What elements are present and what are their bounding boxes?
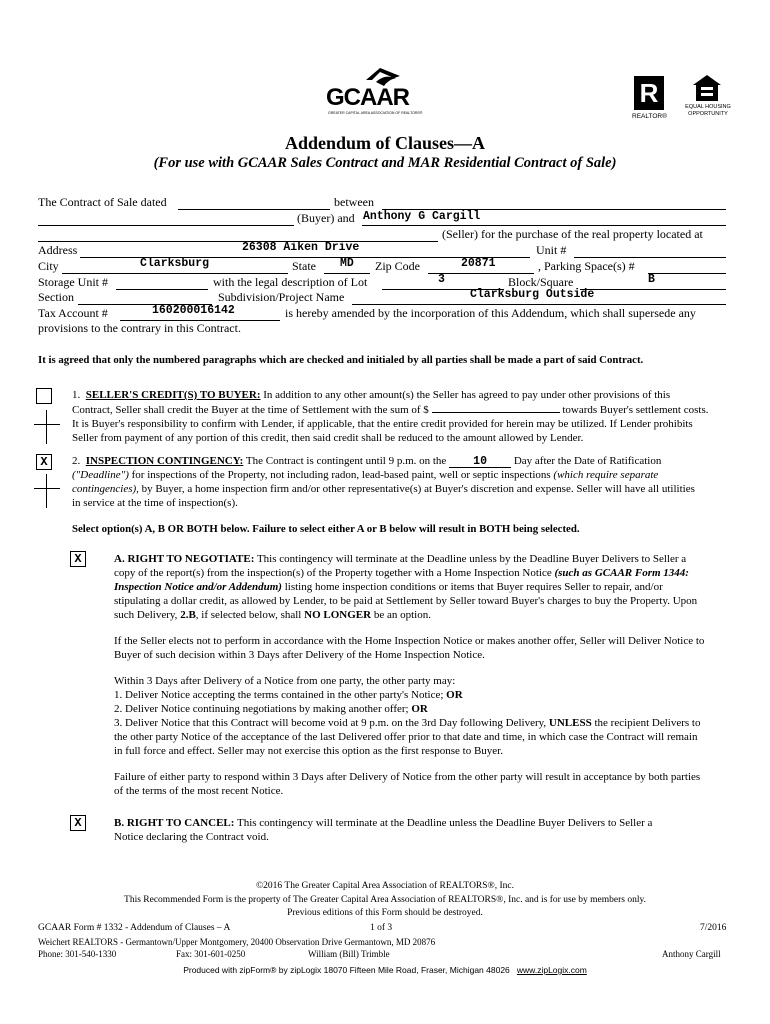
clause2-text-d: by Buyer, a home inspection firm and/or other representative(s) at Buyer's discretion and expense. Seller will have all utilities bbox=[141, 483, 695, 495]
footer-copyright: ©2016 The Greater Capital Area Association of REALTORS®, Inc. bbox=[255, 881, 515, 891]
amended-text-2: provisions to the contrary in this Contract. bbox=[38, 321, 241, 335]
option-a-line2b: (such as GCAAR Form 1344: bbox=[554, 567, 689, 579]
state-label: State bbox=[292, 259, 316, 273]
unit-label: Unit # bbox=[536, 243, 567, 257]
clause1-text-e: Seller from payment of any portion of this credit, then said credit shall be reduced to the amount allowed by Lender. bbox=[72, 432, 584, 444]
contract-dated-field[interactable] bbox=[178, 209, 330, 210]
option-a-p2-line2: Buyer of such decision within 3 Days after Delivery of the Home Inspection Notice. bbox=[114, 649, 485, 661]
option-a-heading: A. RIGHT TO NEGOTIATE: bbox=[114, 553, 255, 565]
clause2-days-value: 10 bbox=[473, 455, 487, 468]
gcaar-logo-subtext: GREATER CAPITAL AREA ASSOCIATION OF REALTORS® bbox=[328, 111, 423, 115]
clause2-days-field[interactable] bbox=[449, 456, 511, 468]
gcaar-logo bbox=[318, 62, 428, 120]
state-value: MD bbox=[340, 257, 354, 270]
ziplogix-link[interactable]: www.zipLogix.com bbox=[516, 965, 587, 975]
tax-account-value: 160200016142 bbox=[152, 304, 235, 317]
realtor-logo-text: REALTOR® bbox=[632, 113, 667, 120]
page-subtitle: (For use with GCAAR Sales Contract and MAR Residential Contract of Sale) bbox=[153, 155, 617, 171]
state-field[interactable] bbox=[324, 273, 370, 274]
subdivision-label: Subdivision/Project Name bbox=[218, 290, 345, 304]
clause1-initial-mark[interactable] bbox=[46, 410, 47, 444]
option-b-heading: B. RIGHT TO CANCEL: bbox=[114, 817, 235, 829]
clause1-text-d: It is Buyer's responsibility to confirm with Lender, if applicable, that the entire credit provided for herein may be utilized. If Lender prohibits bbox=[72, 418, 693, 430]
city-field[interactable] bbox=[62, 273, 288, 274]
block-label: Block/Square bbox=[508, 275, 574, 289]
tax-account-label: Tax Account # bbox=[38, 306, 108, 320]
storage-field[interactable] bbox=[116, 289, 208, 290]
clause1-text-a: In addition to any other amount(s) the Seller has agreed to pay under other provisions of this bbox=[263, 389, 671, 401]
option-a-line5d: NO LONGER bbox=[304, 609, 372, 621]
clause2-number: 2. bbox=[72, 455, 81, 467]
option-a-p3-line5: the other party Notice of the acceptance of the last Delivered offer prior to that date and time, in which case the Contract will remain bbox=[114, 731, 698, 743]
clause1-text bbox=[72, 388, 726, 445]
footer-fax: Fax: 301-601-0250 bbox=[176, 949, 246, 959]
option-a-p3-line3: 2. Deliver Notice continuing negotiations by making another offer; bbox=[114, 703, 409, 715]
storage-label: Storage Unit # bbox=[38, 275, 108, 289]
clause2-checkbox[interactable]: X bbox=[36, 454, 52, 470]
option-a-line5e: be an option. bbox=[373, 609, 431, 621]
option-a-line2a: copy of the report(s) from the inspection(s) of the Property together with a Home Inspection Notice bbox=[114, 567, 552, 579]
option-a-p2-line1: If the Seller elects not to perform in accordance with the Home Inspection Notice or makes another offer, Seller will Deliver Notice to bbox=[114, 635, 705, 647]
clause2-text-d-italic: contingencies), bbox=[72, 483, 139, 495]
clause2-deadline-term: ("Deadline") bbox=[72, 469, 129, 481]
address-value: 26308 Aiken Drive bbox=[242, 241, 360, 254]
footer-produced-text: Produced with zipForm® by zipLogix 18070 Fifteen Mile Road, Fraser, Michigan 48026 bbox=[183, 965, 510, 975]
option-b-line2: Notice declaring the Contract void. bbox=[114, 831, 269, 843]
clause2-text bbox=[72, 454, 726, 510]
option-a-line1: This contingency will terminate at the Deadline unless by the Deadline Buyer Delivers to Seller a bbox=[256, 553, 687, 565]
legal-desc-label: with the legal description of Lot bbox=[213, 275, 368, 289]
block-field[interactable] bbox=[580, 289, 726, 290]
clause1-number: 1. bbox=[72, 389, 81, 401]
option-a-checkbox[interactable]: X bbox=[70, 551, 86, 567]
clause2-initial-line bbox=[34, 488, 60, 489]
option-a-text bbox=[114, 552, 726, 798]
option-a-p3-line1: Within 3 Days after Delivery of a Notice from one party, the other party may: bbox=[114, 675, 456, 687]
clause2-initial-mark[interactable] bbox=[46, 474, 47, 508]
option-b-checkbox[interactable]: X bbox=[70, 815, 86, 831]
option-a-p4-line2: of the terms of the most recent Notice. bbox=[114, 785, 284, 797]
clause2-text-a: The Contract is contingent until 9 p.m. on the bbox=[245, 455, 447, 467]
parking-field[interactable] bbox=[648, 273, 726, 274]
realtor-logo bbox=[634, 76, 668, 122]
city-value: Clarksburg bbox=[140, 257, 210, 270]
option-a-p3-or-1: OR bbox=[446, 689, 463, 701]
footer-client: Anthony Cargill bbox=[662, 949, 721, 959]
block-value: B bbox=[648, 273, 655, 286]
clause1-credit-field[interactable] bbox=[432, 402, 560, 413]
footer-agent: William (Bill) Trimble bbox=[308, 949, 390, 959]
buyer-name-value: Anthony G Cargill bbox=[363, 210, 481, 223]
equal-housing-text: EQUAL HOUSING OPPORTUNITY bbox=[685, 104, 731, 117]
seller-label: (Seller) for the purchase of the real property located at bbox=[442, 227, 703, 241]
footer-form-id: GCAAR Form # 1332 - Addendum of Clauses – A bbox=[38, 923, 231, 933]
option-a-p3-unless: UNLESS bbox=[548, 717, 592, 729]
option-a-line5b: 2.B bbox=[180, 609, 196, 621]
clause2-text-b: Day after the Date of Ratification bbox=[513, 455, 662, 467]
seller-name-field-3[interactable] bbox=[38, 241, 438, 242]
option-a-p3-line2: 1. Deliver Notice accepting the terms contained in the other party's Notice; bbox=[114, 689, 444, 701]
option-b-line1: This contingency will terminate at the Deadline unless the Deadline Buyer Delivers to Seller a bbox=[236, 817, 653, 829]
clause1-text-c: towards Buyer's settlement costs. bbox=[562, 404, 709, 416]
option-a-line3b: listing home inspection conditions or items that Buyer requires Seller to repair, and/or bbox=[284, 581, 663, 593]
between-label: between bbox=[334, 195, 374, 209]
seller-name-field-2[interactable] bbox=[38, 225, 294, 226]
option-a-p3-or-2: OR bbox=[411, 703, 428, 715]
city-label: City bbox=[38, 259, 59, 273]
option-a-line5c: , if selected below, shall bbox=[195, 609, 302, 621]
clause1-checkbox[interactable] bbox=[36, 388, 52, 404]
footer-brokerage: Weichert REALTORS - Germantown/Upper Montgomery, 20400 Observation Drive Germantown, MD 20876 bbox=[38, 937, 436, 947]
option-a-line3a: Inspection Notice and/or Addendum) bbox=[114, 581, 282, 593]
amended-text: is hereby amended by the incorporation of this Addendum, which shall supersede any bbox=[285, 306, 696, 320]
clause1-heading: SELLER'S CREDIT(S) TO BUYER: bbox=[85, 389, 261, 401]
footer-produced bbox=[0, 965, 770, 975]
lot-value: 3 bbox=[438, 273, 445, 286]
option-a-line5a: such Delivery, bbox=[114, 609, 178, 621]
section-label: Section bbox=[38, 290, 74, 304]
zip-label: Zip Code bbox=[375, 259, 420, 273]
page-title: Addendum of Clauses—A bbox=[284, 133, 486, 153]
option-a-line4: stipulating a dollar credit, as allowed by Lender, to be paid at Settlement by Seller toward Buyer's charges to buy the Property. Upon bbox=[114, 595, 698, 607]
address-label: Address bbox=[38, 243, 78, 257]
equal-housing-logo bbox=[684, 74, 732, 120]
subdivision-field[interactable] bbox=[352, 304, 726, 305]
gcaar-logo-text: GCAAR bbox=[326, 84, 409, 111]
clause1-initial-line bbox=[34, 424, 60, 425]
footer-phone: Phone: 301-540-1330 bbox=[38, 949, 117, 959]
agreement-note: It is agreed that only the numbered paragraphs which are checked and initialed by all parties shall be made a part of said Contract. bbox=[38, 354, 644, 366]
footer-property-line: This Recommended Form is the property of The Greater Capital Area Association of REALTORS®, Inc. and is for use by members only. bbox=[124, 895, 646, 905]
footer-previous-line: Previous editions of this Form should be destroyed. bbox=[287, 908, 483, 918]
option-a-p4-line1: Failure of either party to respond within 3 Days after Delivery of Notice from the other party will result in acceptance by both parties bbox=[114, 771, 701, 783]
option-a-p3-line6: in full force and effect. Seller may not exercise this option as the first response to Buyer. bbox=[114, 745, 503, 757]
buyer-name-field[interactable] bbox=[362, 225, 726, 226]
clause2-text-c: for inspections of the Property, not including radon, lead-based paint, well or septic inspections bbox=[131, 469, 551, 481]
clause2-text-c-italic: (which require separate bbox=[553, 469, 659, 481]
select-options-note: Select option(s) A, B OR BOTH below. Failure to select either A or B below will result in BOTH being selected. bbox=[72, 523, 580, 535]
zip-value: 20871 bbox=[461, 257, 496, 270]
option-a-p3-line4b: the recipient Delivers to bbox=[594, 717, 701, 729]
footer-date: 7/2016 bbox=[700, 923, 727, 933]
footer-page-number: 1 of 3 bbox=[370, 923, 393, 933]
buyer-label: (Buyer) and bbox=[297, 211, 355, 225]
option-b-text bbox=[114, 816, 726, 844]
equal-housing-icon bbox=[692, 74, 722, 102]
subdivision-value: Clarksburg Outside bbox=[470, 288, 595, 301]
clause2-heading: INSPECTION CONTINGENCY: bbox=[85, 455, 244, 467]
clause1-text-b: Contract, Seller shall credit the Buyer at the time of Settlement with the sum of $ bbox=[72, 404, 429, 416]
realtor-r-icon: R bbox=[634, 76, 664, 110]
option-a-p3-line4: 3. Deliver Notice that this Contract will become void at 9 p.m. on the 3rd Day following Delivery, bbox=[114, 717, 547, 729]
parking-label: , Parking Space(s) # bbox=[538, 259, 635, 273]
unit-field[interactable] bbox=[574, 257, 726, 258]
clause2-text-e: in service at the time of inspection(s). bbox=[72, 497, 238, 509]
contract-dated-label: The Contract of Sale dated bbox=[38, 195, 167, 209]
